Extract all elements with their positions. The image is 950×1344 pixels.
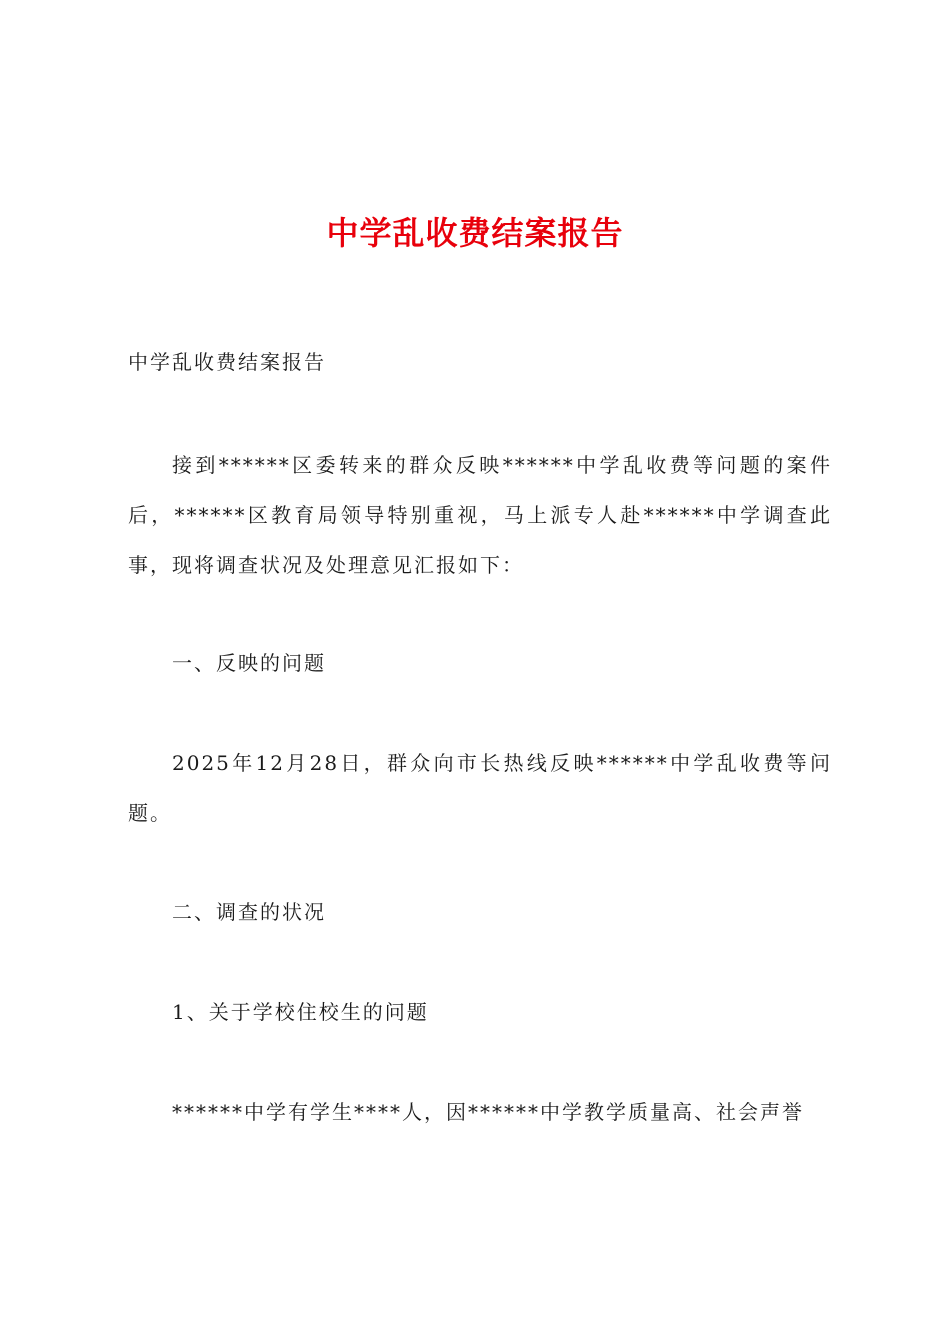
paragraph-reported-issue: 2025年12月28日，群众向市长热线反映******中学乱收费等问题。 <box>128 751 832 825</box>
section-heading-investigation: 二、调查的状况 <box>172 900 326 924</box>
paragraph-intro: 接到******区委转来的群众反映******中学乱收费等问题的案件后，******区教育局领导特别重视，马上派专人赴******中学调查此事，现将调查状况及处理意见汇报如下： <box>128 453 832 577</box>
section-heading-reported-issue: 一、反映的问题 <box>172 651 326 675</box>
document-subtitle: 中学乱收费结案报告 <box>128 350 326 374</box>
document-title: 中学乱收费结案报告 <box>326 214 624 252</box>
paragraph-boarding-students: ******中学有学生****人，因******中学教学质量高、社会声誉 <box>172 1100 804 1124</box>
subsection-heading-boarding-students: 1、关于学校住校生的问题 <box>172 1000 429 1024</box>
